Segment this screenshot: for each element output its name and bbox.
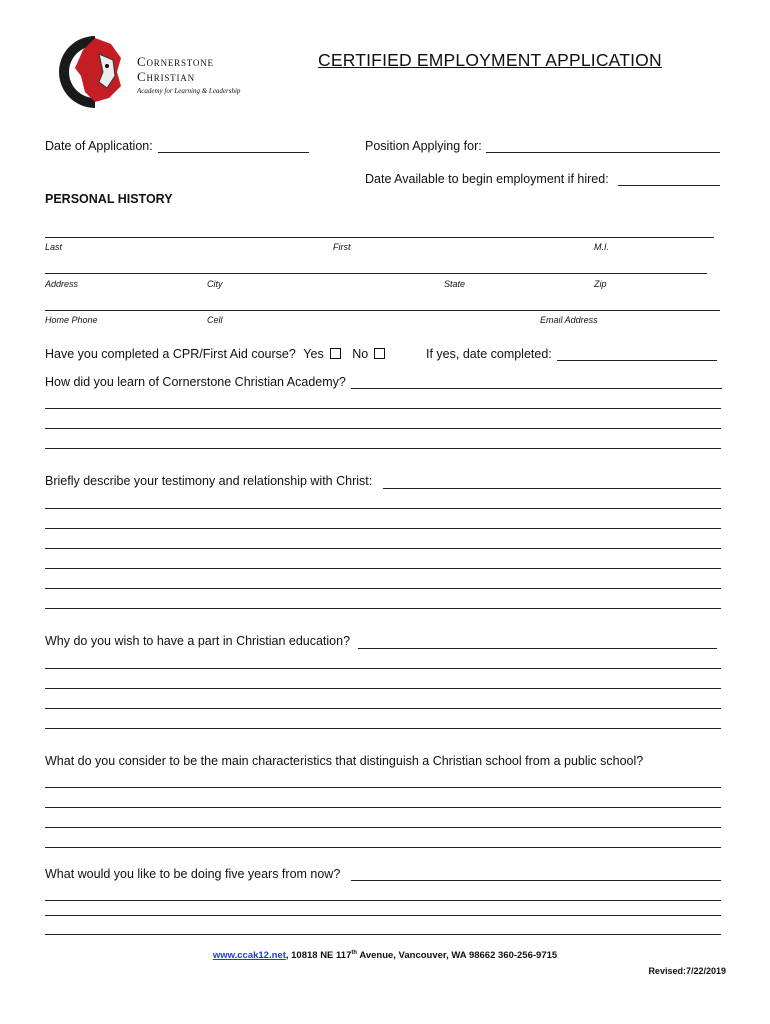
date-of-application-label: Date of Application: [45, 139, 153, 153]
position-label: Position Applying for: [365, 139, 482, 153]
question-why: Why do you wish to have a part in Christian education? [45, 634, 351, 648]
answer-line[interactable] [45, 708, 721, 709]
answer-line[interactable] [45, 787, 721, 788]
last-label: Last [45, 242, 63, 252]
question-distinguish: What do you consider to be the main characteristics that distinguish a Christian school from a public school? [45, 754, 644, 768]
footer [0, 950, 770, 961]
answer-line[interactable] [45, 807, 721, 808]
zip-label: Zip [594, 279, 607, 289]
school-logo [55, 32, 245, 112]
answer-line[interactable] [45, 915, 721, 916]
question-learn: How did you learn of Cornerstone Christian Academy? [45, 375, 346, 389]
revised-date: Revised:7/22/2019 [648, 966, 726, 976]
answer-line[interactable] [358, 648, 717, 649]
answer-line[interactable] [45, 900, 721, 901]
cpr-yes-checkbox[interactable] [330, 348, 341, 359]
city-label: City [207, 279, 223, 289]
page-title: CERTIFIED EMPLOYMENT APPLICATION [318, 50, 662, 70]
answer-line[interactable] [45, 934, 721, 935]
position-line[interactable] [486, 152, 720, 153]
cell-label: Cell [207, 315, 223, 325]
cpr-no-label: No [352, 347, 369, 361]
cpr-yes-label: Yes [303, 347, 324, 361]
answer-line[interactable] [383, 488, 721, 489]
section-personal-history: PERSONAL HISTORY [45, 192, 173, 206]
date-available-line[interactable] [618, 185, 720, 186]
answer-line[interactable] [45, 568, 721, 569]
phone-line[interactable] [45, 310, 720, 311]
answer-line[interactable] [45, 448, 721, 449]
mi-label: M.I. [594, 242, 609, 252]
cpr-date-line[interactable] [557, 360, 717, 361]
answer-line[interactable] [45, 827, 721, 828]
name-line[interactable] [45, 237, 714, 238]
answer-line[interactable] [45, 548, 721, 549]
logo-tagline: Academy for Learning & Leadership [137, 87, 241, 95]
email-label: Email Address [540, 315, 598, 325]
logo-name-2: Christian [137, 69, 195, 84]
answer-line[interactable] [45, 728, 721, 729]
answer-line[interactable] [45, 608, 721, 609]
footer-address-post: Avenue, Vancouver, WA 98662 360-256-9715 [357, 950, 558, 962]
state-label: State [444, 279, 466, 289]
date-of-application-line[interactable] [158, 152, 309, 153]
answer-line[interactable] [45, 668, 721, 669]
first-label: First [333, 242, 351, 252]
footer-sup: th [351, 950, 358, 956]
cpr-row [45, 347, 385, 361]
question-testimony: Briefly describe your testimony and relationship with Christ: [45, 474, 373, 488]
cpr-question: Have you completed a CPR/First Aid course? [45, 347, 296, 361]
address-label: Address [45, 279, 79, 289]
website-link[interactable]: www.ccak12.net [212, 950, 286, 962]
answer-line[interactable] [45, 588, 721, 589]
answer-line[interactable] [45, 528, 721, 529]
answer-line[interactable] [45, 408, 721, 409]
answer-line[interactable] [351, 388, 722, 389]
answer-line[interactable] [45, 508, 721, 509]
address-line[interactable] [45, 273, 707, 274]
home-phone-label: Home Phone [45, 315, 98, 325]
answer-line[interactable] [45, 847, 721, 848]
logo-name-1: Cornerstone [137, 54, 214, 69]
answer-line[interactable] [351, 880, 721, 881]
answer-line[interactable] [45, 688, 721, 689]
footer-address-pre: , 10818 NE 117 [285, 950, 352, 962]
question-five-years: What would you like to be doing five years from now? [45, 867, 341, 881]
answer-line[interactable] [45, 428, 721, 429]
cpr-no-checkbox[interactable] [374, 348, 385, 359]
date-available-label: Date Available to begin employment if hired: [365, 172, 609, 186]
cpr-if-yes-label: If yes, date completed: [426, 347, 552, 361]
